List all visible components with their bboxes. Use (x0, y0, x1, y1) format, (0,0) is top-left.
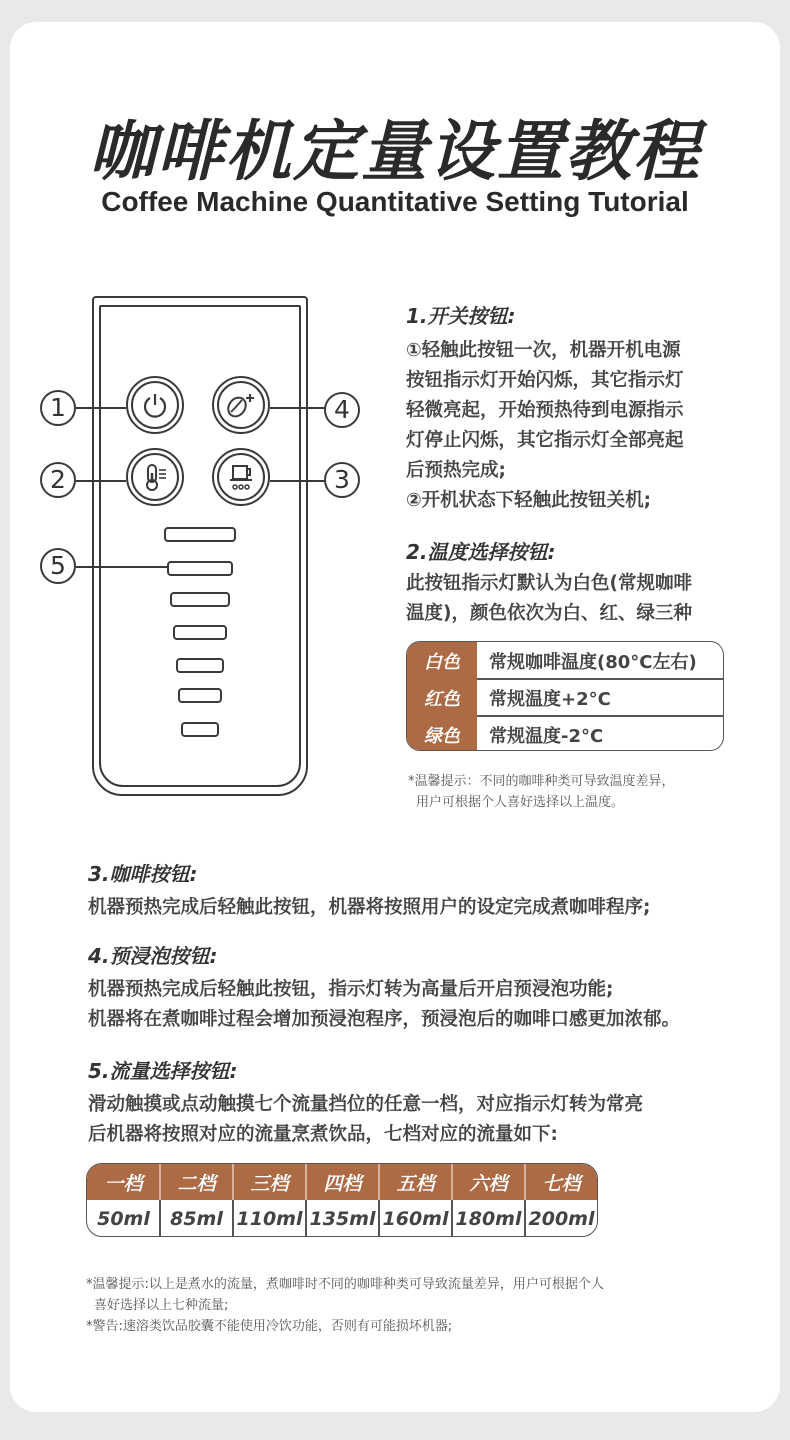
callout-3-leader (270, 480, 326, 482)
page-title: 咖啡机定量设置教程 (89, 113, 701, 190)
section5-text (88, 1090, 643, 1150)
footnote-line: 喜好选择以上七种流量; (94, 1298, 229, 1313)
temperature-color-label: 红色 (407, 679, 477, 716)
temperature-table (406, 641, 724, 751)
section5-heading: 5.流量选择按钮: (88, 1059, 238, 1083)
footnotes (86, 1274, 604, 1337)
coffee-bean-plus-icon (224, 390, 258, 420)
temperature-value: 常规咖啡温度(80°C左右) (489, 651, 697, 673)
callout-2-leader (76, 480, 126, 482)
callout-4-leader (270, 407, 326, 409)
flow-volume-value: 110ml (236, 1208, 303, 1230)
flow-level-label: 三档 (250, 1172, 289, 1195)
section4-line: 机器预热完成后轻触此按钮，指示灯转为高量后开启预浸泡功能; (88, 979, 614, 1000)
flow-table (86, 1163, 598, 1237)
flow-volume-value: 180ml (455, 1208, 522, 1230)
pre-infusion-button (212, 376, 270, 434)
section5-line: 滑动触摸或点动触摸七个流量挡位的任意一档，对应指示灯转为常亮 (88, 1094, 644, 1115)
flow-table-divider (524, 1200, 526, 1237)
flow-table-divider (305, 1200, 307, 1237)
section3-text (88, 893, 650, 923)
flow-table-divider (451, 1200, 453, 1237)
power-button (126, 376, 184, 434)
flow-volume-value: 160ml (382, 1208, 449, 1230)
section3-heading: 3.咖啡按钮: (88, 862, 198, 886)
section3-line: 机器预热完成后轻触此按钮，机器将按照用户的设定完成煮咖啡程序; (88, 897, 651, 918)
power-icon (140, 390, 170, 420)
section1-heading: 1.开关按钮: (406, 304, 516, 328)
flow-level-6-bar (167, 561, 233, 576)
section1-line: 后预热完成; (406, 460, 506, 481)
flow-level-label: 四档 (323, 1172, 362, 1195)
section4-text (88, 975, 680, 1035)
section1-line: ①轻触此按钮一次，机器开机电源 (406, 340, 681, 361)
temperature-row (407, 716, 723, 751)
flow-table-divider (524, 1164, 526, 1200)
flow-level-label: 七档 (542, 1172, 581, 1195)
note-line: 用户可根据个人喜好选择以上温度。 (416, 795, 625, 810)
coffee-cup-icon (225, 461, 257, 493)
note-line: *温馨提示：不同的咖啡种类可导致温度差异， (408, 774, 675, 789)
thermometer-icon (139, 461, 171, 493)
temperature-color-label: 白色 (407, 642, 477, 679)
flow-level-label: 一档 (104, 1172, 143, 1195)
section1-line: 灯停止闪烁，其它指示灯全部亮起 (406, 430, 684, 451)
section1-line: 轻微亮起，开始预热待到电源指示 (406, 400, 684, 421)
flow-level-label: 六档 (469, 1172, 508, 1195)
section2-line: 此按钮指示灯默认为白色(常规咖啡 (406, 573, 692, 594)
temperature-row (407, 679, 723, 716)
flow-volume-value: 50ml (97, 1208, 150, 1230)
flow-level-label: 二档 (177, 1172, 216, 1195)
flow-table-divider (451, 1164, 453, 1200)
callout-3: 3 (324, 462, 360, 498)
callout-1-leader (76, 407, 126, 409)
flow-level-label: 五档 (396, 1172, 435, 1195)
footnote-line: *警告:速溶类饮品胶囊不能使用冷饮功能，否则有可能损坏机器; (86, 1319, 453, 1334)
flow-table-divider (305, 1164, 307, 1200)
footnote-line: *温馨提示:以上是煮水的流量，煮咖啡时不同的咖啡种类可导致流量差异，用户可根据个人 (86, 1277, 604, 1292)
flow-level-7-bar (164, 527, 236, 542)
temperature-value: 常规温度-2°C (489, 725, 604, 747)
callout-1: 1 (40, 390, 76, 426)
flow-table-divider (159, 1164, 161, 1200)
flow-table-divider (232, 1200, 234, 1237)
flow-table-divider (232, 1164, 234, 1200)
flow-volume-value: 135ml (309, 1208, 376, 1230)
coffee-button (212, 448, 270, 506)
section2-heading: 2.温度选择按钮: (406, 540, 556, 564)
temperature-note (408, 771, 675, 813)
temperature-button (126, 448, 184, 506)
section1-text (406, 336, 684, 516)
section5-line: 后机器将按照对应的流量烹煮饮品，七档对应的流量如下: (88, 1124, 558, 1145)
section1-line: ②开机状态下轻触此按钮关机; (406, 490, 652, 511)
flow-level-4-bar (173, 625, 227, 640)
flow-level-5-bar (170, 592, 230, 607)
callout-2: 2 (40, 462, 76, 498)
flow-table-divider (378, 1200, 380, 1237)
temperature-value: 常规温度+2°C (489, 688, 611, 710)
temperature-color-label: 绿色 (407, 716, 477, 751)
flow-volume-value: 85ml (170, 1208, 223, 1230)
section1-line: 按钮指示灯开始闪烁，其它指示灯 (406, 370, 684, 391)
section2-line: 温度)，颜色依次为白、红、绿三种 (406, 603, 692, 624)
callout-4: 4 (324, 392, 360, 428)
page-subtitle: Coffee Machine Quantitative Setting Tutorial (101, 186, 689, 217)
remote-control-panel (99, 305, 301, 787)
flow-table-divider (159, 1200, 161, 1237)
section2-text (406, 569, 692, 629)
flow-level-2-bar (178, 688, 222, 703)
flow-level-3-bar (176, 658, 224, 673)
section4-line: 机器将在煮咖啡过程会增加预浸泡程序，预浸泡后的咖啡口感更加浓郁。 (88, 1009, 681, 1030)
flow-table-divider (378, 1164, 380, 1200)
callout-5: 5 (40, 548, 76, 584)
flow-level-1-bar (181, 722, 219, 737)
section4-heading: 4.预浸泡按钮: (88, 944, 218, 968)
flow-volume-value: 200ml (528, 1208, 595, 1230)
temperature-row (407, 642, 723, 679)
callout-5-leader (76, 566, 168, 568)
